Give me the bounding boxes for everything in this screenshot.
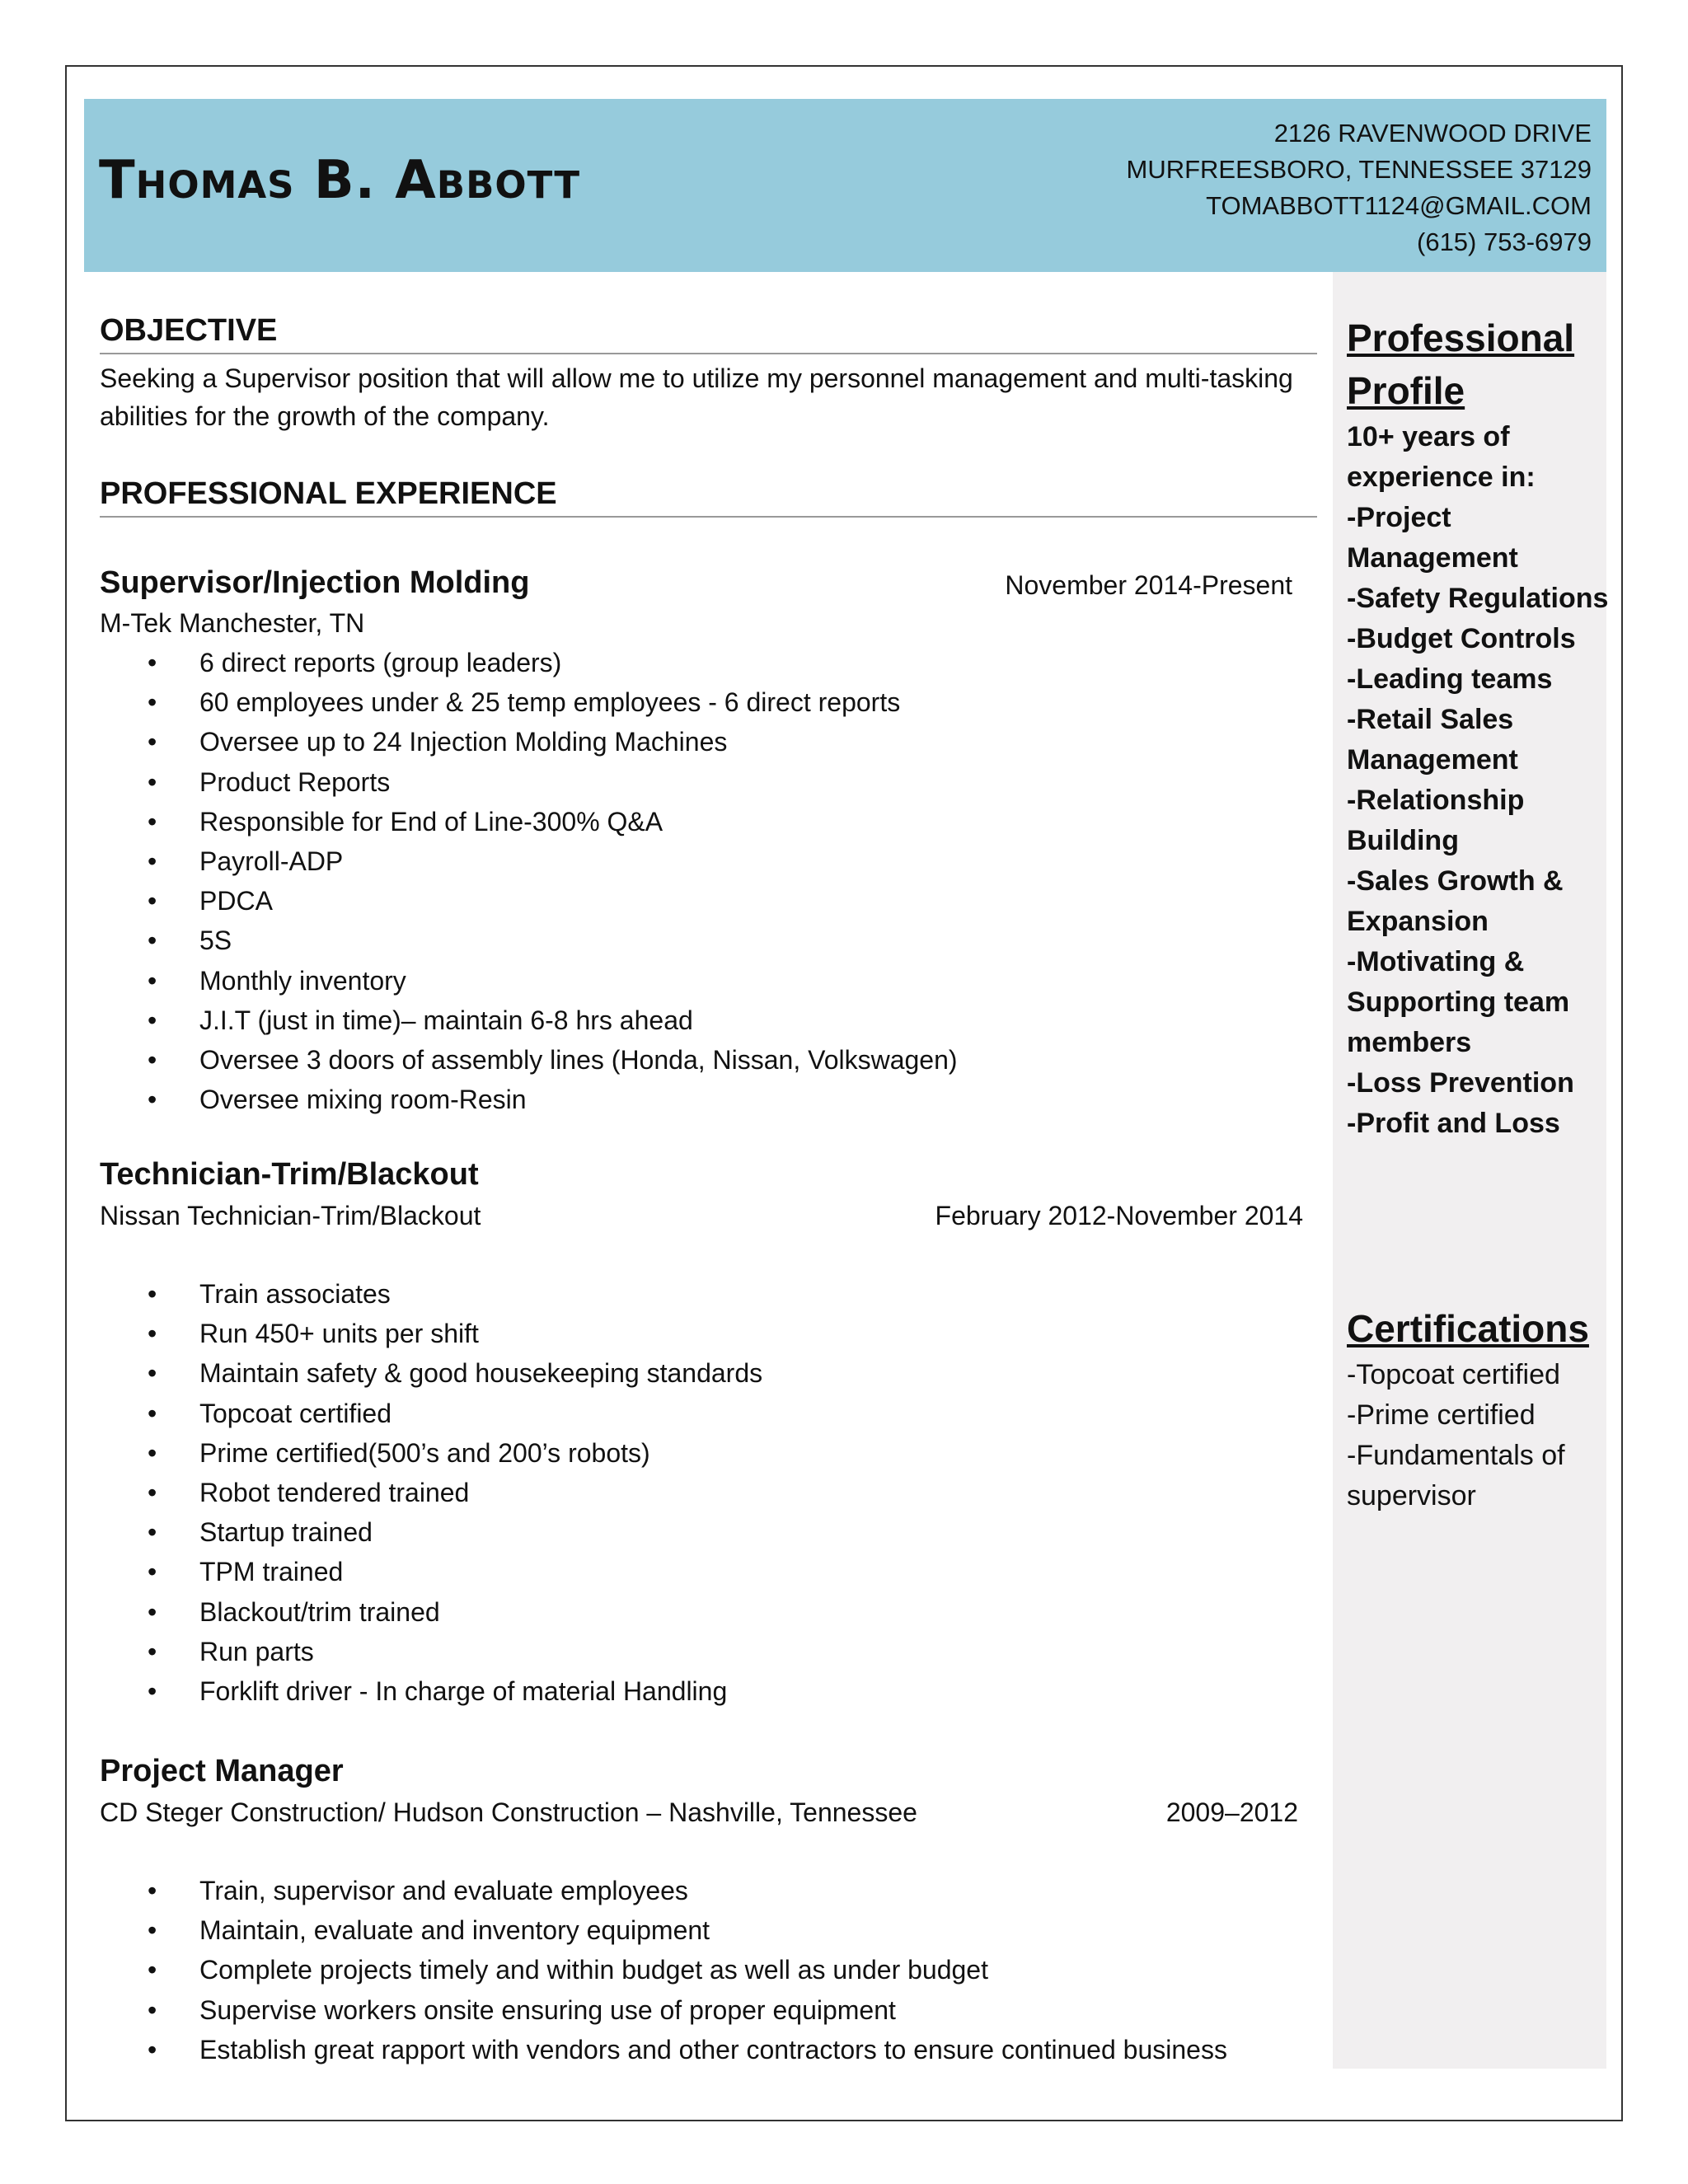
- list-item: • Product Reports: [100, 762, 958, 802]
- job-company: M-Tek Manchester, TN: [100, 608, 365, 638]
- job-title: Project Manager: [100, 1754, 344, 1788]
- candidate-name: Thomas B. Abbott: [99, 150, 581, 211]
- list-item: • Monthly inventory: [100, 961, 958, 1001]
- list-item: • Payroll-ADP: [100, 841, 958, 881]
- list-item: • Establish great rapport with vendors and other contractors to ensure continued business: [100, 2030, 1227, 2069]
- job-dates: 2009–2012: [1165, 1797, 1298, 1827]
- list-item: • Complete projects timely and within budget as well as under budget: [100, 1950, 1227, 1990]
- list-item: • Blackout/trim trained: [100, 1592, 762, 1632]
- profile-item: 10+ years of experience in:: [1347, 421, 1536, 493]
- job-duties-list: [100, 1871, 1227, 2069]
- phone-number: (615) 753-6979: [1417, 227, 1592, 256]
- profile-item: -Retail Sales Management: [1347, 704, 1518, 776]
- list-item: • Train, supervisor and evaluate employees: [100, 1871, 1227, 1910]
- profile-item: -Relationship Building: [1347, 785, 1525, 856]
- profile-item: -Profit and Loss: [1347, 1108, 1560, 1139]
- contact-info: [1127, 115, 1592, 260]
- job-dates: February 2012-November 2014: [935, 1201, 1303, 1230]
- job-company: Nissan Technician-Trim/Blackout: [100, 1201, 481, 1230]
- header-banner: [84, 99, 1606, 272]
- job-title: Technician-Trim/Blackout: [100, 1157, 479, 1192]
- job-duties-list: [100, 643, 958, 1119]
- list-item: • Maintain, evaluate and inventory equipment: [100, 1910, 1227, 1950]
- list-item: • TPM trained: [100, 1552, 762, 1591]
- profile-item: -Safety Regulations: [1347, 583, 1609, 614]
- list-item: • 6 direct reports (group leaders): [100, 643, 958, 682]
- list-item: • Supervise workers onsite ensuring use of proper equipment: [100, 1990, 1227, 2030]
- objective-text: Seeking a Supervisor position that will allow me to utilize my personnel management and multi-tasking abilities for the growth of the company.: [100, 363, 1293, 431]
- job-dates: November 2014-Present: [1005, 570, 1292, 600]
- experience-heading: PROFESSIONAL EXPERIENCE: [100, 475, 1317, 518]
- list-item: • Maintain safety & good housekeeping standards: [100, 1353, 762, 1393]
- certifications-section: [1347, 1302, 1611, 1516]
- professional-profile-heading: Professional Profile: [1347, 316, 1575, 412]
- list-item: • Prime certified(500’s and 200’s robots): [100, 1433, 762, 1473]
- list-item: • PDCA: [100, 881, 958, 921]
- profile-item: -Loss Prevention: [1347, 1067, 1574, 1099]
- email-address: TOMABBOTT1124@GMAIL.COM: [1206, 191, 1592, 220]
- list-item: • Responsible for End of Line-300% Q&A: [100, 802, 958, 841]
- list-item: • Robot tendered trained: [100, 1473, 762, 1512]
- certification-item: -Topcoat certified: [1347, 1359, 1560, 1390]
- list-item: • Oversee 3 doors of assembly lines (Honda, Nissan, Volkswagen): [100, 1040, 958, 1080]
- job-company: CD Steger Construction/ Hudson Construction – Nashville, Tennessee: [100, 1797, 917, 1827]
- certification-item: -Fundamentals of supervisor: [1347, 1440, 1565, 1511]
- job-title: Supervisor/Injection Molding: [100, 565, 530, 600]
- list-item: • J.I.T (just in time)– maintain 6-8 hrs ahead: [100, 1001, 958, 1040]
- certifications-heading: Certifications: [1347, 1307, 1589, 1350]
- profile-item: -Project Management: [1347, 502, 1518, 574]
- certification-item: -Prime certified: [1347, 1399, 1536, 1431]
- list-item: • Train associates: [100, 1274, 762, 1314]
- list-item: • Topcoat certified: [100, 1394, 762, 1433]
- list-item: • Oversee up to 24 Injection Molding Machines: [100, 722, 958, 762]
- profile-list: [1347, 417, 1611, 1144]
- list-item: • Forklift driver - In charge of material Handling: [100, 1671, 762, 1711]
- job-duties-list: [100, 1274, 762, 1711]
- list-item: • Run parts: [100, 1632, 762, 1671]
- list-item: • 5S: [100, 921, 958, 960]
- profile-item: -Sales Growth & Expansion: [1347, 865, 1564, 937]
- address-line-1: 2126 RAVENWOOD DRIVE: [1273, 119, 1592, 148]
- address-line-2: MURFREESBORO, TENNESSEE 37129: [1126, 155, 1592, 184]
- certifications-list: [1347, 1355, 1611, 1516]
- list-item: • 60 employees under & 25 temp employees - 6 direct reports: [100, 682, 958, 722]
- list-item: • Startup trained: [100, 1512, 762, 1552]
- professional-profile-section: [1347, 312, 1611, 1144]
- profile-item: -Leading teams: [1347, 663, 1553, 695]
- objective-heading: OBJECTIVE: [100, 312, 1317, 354]
- profile-item: -Motivating & Supporting team members: [1347, 946, 1570, 1058]
- list-item: • Oversee mixing room-Resin: [100, 1080, 958, 1119]
- list-item: • Run 450+ units per shift: [100, 1314, 762, 1353]
- profile-item: -Budget Controls: [1347, 623, 1576, 654]
